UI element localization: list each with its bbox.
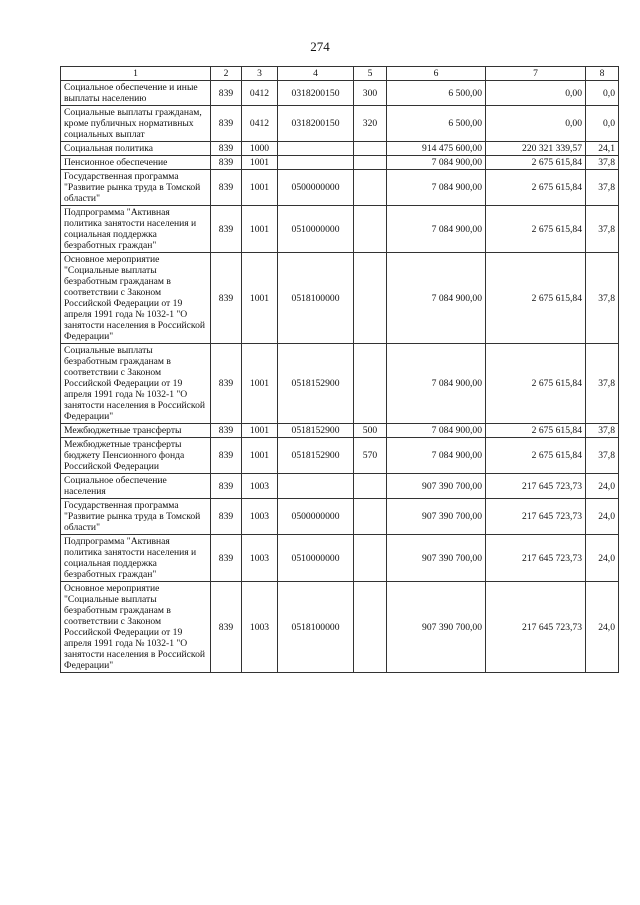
row-target-article-cell: 0510000000 [278,206,354,253]
row-target-article-cell: 0518100000 [278,582,354,673]
row-section-code-cell: 1003 [242,499,278,535]
row-section-code-cell: 1000 [242,142,278,156]
row-executed-amount-cell: 2 675 615,84 [486,156,586,170]
row-admin-code-cell: 839 [211,499,242,535]
row-planned-amount-cell: 6 500,00 [387,106,486,142]
row-target-article-cell [278,474,354,499]
row-admin-code-cell: 839 [211,582,242,673]
row-section-code-cell: 0412 [242,106,278,142]
header-cell: 4 [278,67,354,81]
row-name-cell: Государственная программа "Развитие рынка труда в Томской области" [61,499,211,535]
row-section-code-cell: 1001 [242,253,278,344]
row-percent-cell: 37,8 [586,424,619,438]
row-section-code-cell: 1001 [242,206,278,253]
row-section-code-cell: 1001 [242,156,278,170]
row-planned-amount-cell: 6 500,00 [387,81,486,106]
row-percent-cell: 24,0 [586,474,619,499]
row-admin-code-cell: 839 [211,535,242,582]
row-name-cell: Пенсионное обеспечение [61,156,211,170]
row-planned-amount-cell: 7 084 900,00 [387,170,486,206]
row-executed-amount-cell: 2 675 615,84 [486,253,586,344]
table-row [61,253,619,344]
page-number: 274 [310,39,330,54]
row-executed-amount-cell: 220 321 339,57 [486,142,586,156]
table-row [61,81,619,106]
row-percent-cell: 24,1 [586,142,619,156]
row-name-cell: Социальные выплаты безработным гражданам в соответствии с Законом Российской Федерации от 19 апреля 1991 года № 1032-1 "О занятости населения в Российской Федерации" [61,344,211,424]
row-admin-code-cell: 839 [211,81,242,106]
row-name-cell: Основное мероприятие "Социальные выплаты безработным гражданам в соответствии с Законом Российской Федерации от 19 апреля 1991 года № 1032-1 "О занятости населения в Российской Федерации" [61,253,211,344]
row-section-code-cell: 1003 [242,474,278,499]
row-section-code-cell: 1001 [242,170,278,206]
row-name-cell: Социальное обеспечение населения [61,474,211,499]
header-cell: 1 [61,67,211,81]
row-executed-amount-cell: 217 645 723,73 [486,474,586,499]
row-target-article-cell: 0500000000 [278,499,354,535]
table-row [61,106,619,142]
table-row [61,170,619,206]
row-planned-amount-cell: 907 390 700,00 [387,499,486,535]
row-executed-amount-cell: 0,00 [486,81,586,106]
row-name-cell: Подпрограмма "Активная политика занятости населения и социальная поддержка безработных граждан" [61,206,211,253]
row-target-article-cell [278,156,354,170]
row-percent-cell: 24,0 [586,499,619,535]
row-percent-cell: 24,0 [586,582,619,673]
row-target-article-cell: 0518152900 [278,344,354,424]
row-expense-type-cell [354,582,387,673]
budget-table [60,66,619,673]
row-expense-type-cell [354,474,387,499]
row-planned-amount-cell: 7 084 900,00 [387,253,486,344]
row-planned-amount-cell: 7 084 900,00 [387,206,486,253]
row-executed-amount-cell: 2 675 615,84 [486,344,586,424]
row-target-article-cell: 0318200150 [278,106,354,142]
row-percent-cell: 37,8 [586,253,619,344]
row-executed-amount-cell: 217 645 723,73 [486,535,586,582]
row-percent-cell: 37,8 [586,170,619,206]
header-cell: 3 [242,67,278,81]
row-expense-type-cell [354,156,387,170]
table-row [61,438,619,474]
row-planned-amount-cell: 7 084 900,00 [387,156,486,170]
row-name-cell: Социальная политика [61,142,211,156]
row-expense-type-cell [354,535,387,582]
row-executed-amount-cell: 0,00 [486,106,586,142]
row-name-cell: Подпрограмма "Активная политика занятости населения и социальная поддержка безработных граждан" [61,535,211,582]
row-planned-amount-cell: 7 084 900,00 [387,424,486,438]
row-expense-type-cell: 570 [354,438,387,474]
table-row [61,142,619,156]
row-percent-cell: 37,8 [586,344,619,424]
row-planned-amount-cell: 7 084 900,00 [387,438,486,474]
table-row [61,156,619,170]
row-executed-amount-cell: 217 645 723,73 [486,499,586,535]
table-row [61,582,619,673]
row-expense-type-cell [354,142,387,156]
row-executed-amount-cell: 2 675 615,84 [486,206,586,253]
row-section-code-cell: 1003 [242,535,278,582]
row-expense-type-cell [354,344,387,424]
row-name-cell: Межбюджетные трансферты [61,424,211,438]
row-name-cell: Межбюджетные трансферты бюджету Пенсионного фонда Российской Федерации [61,438,211,474]
table-row [61,499,619,535]
row-target-article-cell: 0518152900 [278,438,354,474]
row-target-article-cell: 0518100000 [278,253,354,344]
row-admin-code-cell: 839 [211,106,242,142]
row-planned-amount-cell: 907 390 700,00 [387,474,486,499]
table-row [61,206,619,253]
row-planned-amount-cell: 914 475 600,00 [387,142,486,156]
row-name-cell: Основное мероприятие "Социальные выплаты безработным гражданам в соответствии с Законом Российской Федерации от 19 апреля 1991 года № 1032-1 "О занятости населения в Российской Федерации" [61,582,211,673]
row-planned-amount-cell: 907 390 700,00 [387,582,486,673]
row-percent-cell: 0,0 [586,81,619,106]
row-admin-code-cell: 839 [211,253,242,344]
row-expense-type-cell [354,253,387,344]
row-admin-code-cell: 839 [211,424,242,438]
row-section-code-cell: 1001 [242,344,278,424]
row-admin-code-cell: 839 [211,344,242,424]
row-expense-type-cell: 500 [354,424,387,438]
header-cell: 6 [387,67,486,81]
row-target-article-cell [278,142,354,156]
row-planned-amount-cell: 907 390 700,00 [387,535,486,582]
row-executed-amount-cell: 2 675 615,84 [486,170,586,206]
table-header-row [61,67,619,81]
row-executed-amount-cell: 2 675 615,84 [486,438,586,474]
row-percent-cell: 37,8 [586,156,619,170]
row-target-article-cell: 0500000000 [278,170,354,206]
table-row [61,535,619,582]
header-cell: 8 [586,67,619,81]
table-row [61,344,619,424]
row-target-article-cell: 0510000000 [278,535,354,582]
row-expense-type-cell: 320 [354,106,387,142]
row-target-article-cell: 0518152900 [278,424,354,438]
row-admin-code-cell: 839 [211,474,242,499]
row-percent-cell: 24,0 [586,535,619,582]
row-name-cell: Социальные выплаты гражданам, кроме публичных нормативных социальных выплат [61,106,211,142]
row-expense-type-cell [354,170,387,206]
row-section-code-cell: 1001 [242,438,278,474]
table-row [61,474,619,499]
row-target-article-cell: 0318200150 [278,81,354,106]
row-planned-amount-cell: 7 084 900,00 [387,344,486,424]
row-admin-code-cell: 839 [211,170,242,206]
row-section-code-cell: 0412 [242,81,278,106]
row-section-code-cell: 1001 [242,424,278,438]
row-percent-cell: 0,0 [586,106,619,142]
header-cell: 5 [354,67,387,81]
table-row [61,424,619,438]
row-name-cell: Государственная программа "Развитие рынка труда в Томской области" [61,170,211,206]
row-section-code-cell: 1003 [242,582,278,673]
row-name-cell: Социальное обеспечение и иные выплаты населению [61,81,211,106]
row-expense-type-cell: 300 [354,81,387,106]
row-executed-amount-cell: 2 675 615,84 [486,424,586,438]
row-admin-code-cell: 839 [211,206,242,253]
row-percent-cell: 37,8 [586,438,619,474]
row-executed-amount-cell: 217 645 723,73 [486,582,586,673]
row-admin-code-cell: 839 [211,142,242,156]
row-admin-code-cell: 839 [211,156,242,170]
header-cell: 2 [211,67,242,81]
row-expense-type-cell [354,499,387,535]
header-cell: 7 [486,67,586,81]
row-admin-code-cell: 839 [211,438,242,474]
row-expense-type-cell [354,206,387,253]
row-percent-cell: 37,8 [586,206,619,253]
